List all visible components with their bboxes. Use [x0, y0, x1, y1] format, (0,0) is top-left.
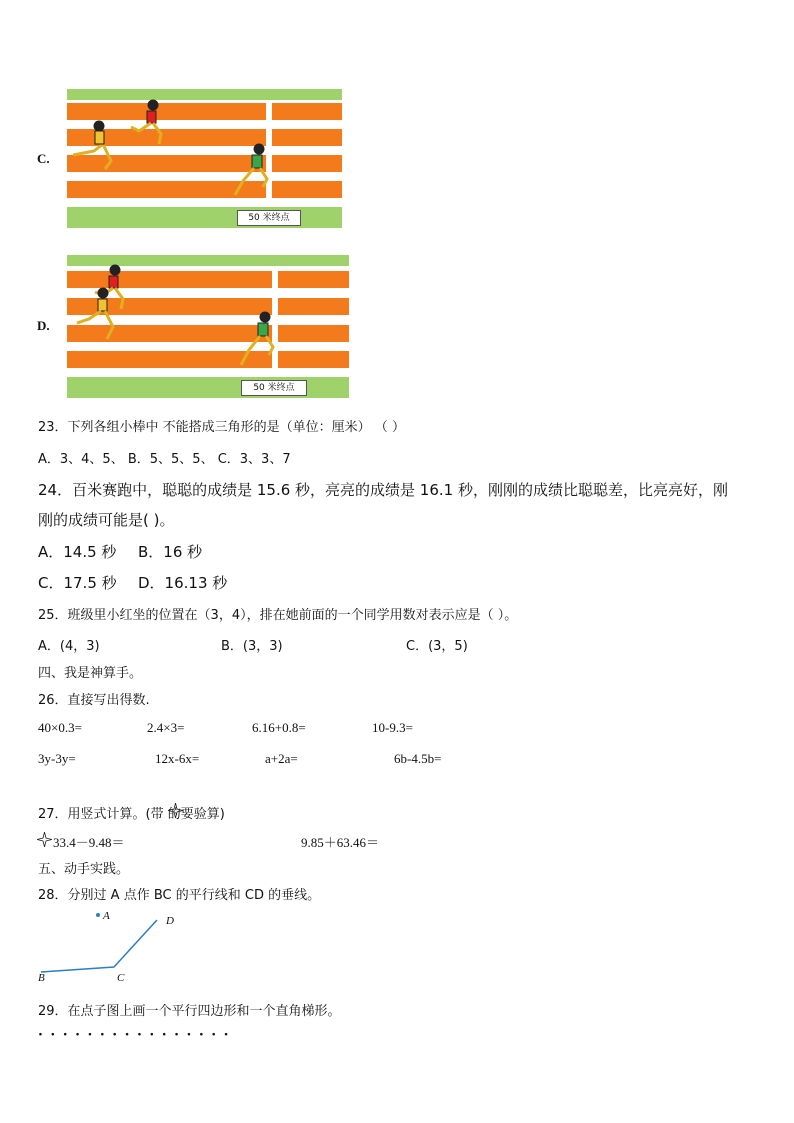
- question-25-option-b: B．(3，3): [221, 639, 283, 654]
- runner-icon: [131, 100, 161, 144]
- question-23: 23．下列各组小棒中 不能搭成三角形的是（单位：厘米） （ ）: [38, 420, 405, 435]
- line-bcd: [41, 920, 157, 972]
- star-icon: [168, 803, 183, 818]
- vertical-calc-2: 9.85＋63.46＝: [301, 835, 380, 850]
- question-28: 28．分别过 A 点作 BC 的平行线和 CD 的垂线。: [38, 888, 321, 903]
- calc-item: 3y-3y=: [38, 751, 76, 766]
- calc-item: a+2a=: [265, 751, 298, 766]
- question-25-option-c: C．(3，5): [406, 639, 468, 654]
- finish-label-c: 50 米终点: [237, 210, 301, 226]
- runner-icon: [235, 144, 267, 195]
- question-24-option-d: D．16.13 秒: [138, 574, 228, 592]
- runner-icon: [241, 312, 273, 365]
- point-a-label: A: [103, 910, 110, 922]
- runner-icon: [77, 288, 113, 339]
- point-a-dot: [96, 913, 100, 917]
- calc-item: 12x-6x=: [155, 751, 200, 766]
- question-27: [38, 803, 225, 822]
- section-4-heading: 四、我是神算手。: [38, 666, 143, 681]
- calc-item: 6.16+0.8=: [252, 720, 306, 735]
- point-b-label: B: [38, 972, 45, 984]
- dot-grid-row: ················: [38, 1027, 236, 1043]
- runner-figures-c: [67, 89, 342, 228]
- calc-item: 2.4×3=: [147, 720, 185, 735]
- point-d-label: D: [166, 915, 174, 927]
- section-5-heading: 五、动手实践。: [38, 862, 130, 877]
- calc-item: 40×0.3=: [38, 720, 82, 735]
- track-image-c: [67, 89, 342, 228]
- runner-figures-d: [67, 255, 349, 398]
- calc-item: 6b-4.5b=: [394, 751, 442, 766]
- vertical-calc-1: 33.4－9.48＝: [53, 835, 125, 850]
- track-image-d: [67, 255, 349, 398]
- question-25: 25．班级里小红坐的位置在（3，4），排在她前面的一个同学用数对表示应是（ ）。: [38, 608, 518, 623]
- question-24-line1: 24．百米赛跑中，聪聪的成绩是 15.6 秒，亮亮的成绩是 16.1 秒，刚刚的成绩比聪聪差，比亮亮好，刚: [38, 481, 728, 499]
- question-29: 29．在点子图上画一个平行四边形和一个直角梯形。: [38, 1004, 341, 1019]
- question-24-option-b: B．16 秒: [138, 543, 203, 561]
- option-d-label: D.: [37, 318, 50, 333]
- question-25-option-a: A．(4，3): [38, 639, 100, 654]
- question-24-line2: 刚的成绩可能是( )。: [38, 511, 175, 529]
- star-icon: [37, 832, 52, 847]
- option-c-label: C.: [37, 151, 50, 166]
- question-23-options: A．3、4、5、 B．5、5、5、 C．3、3、7: [38, 452, 291, 467]
- question-24-option-a: A．14.5 秒: [38, 543, 117, 561]
- runner-icon: [73, 121, 111, 169]
- point-c-label: C: [117, 972, 125, 984]
- question-24-option-c: C．17.5 秒: [38, 574, 117, 592]
- finish-label-d: 50 米终点: [241, 380, 307, 396]
- question-27-text: 27．用竖式计算。(带 的要验算): [38, 807, 225, 822]
- question-26: 26．直接写出得数.: [38, 693, 150, 708]
- calc-item: 10-9.3=: [372, 720, 413, 735]
